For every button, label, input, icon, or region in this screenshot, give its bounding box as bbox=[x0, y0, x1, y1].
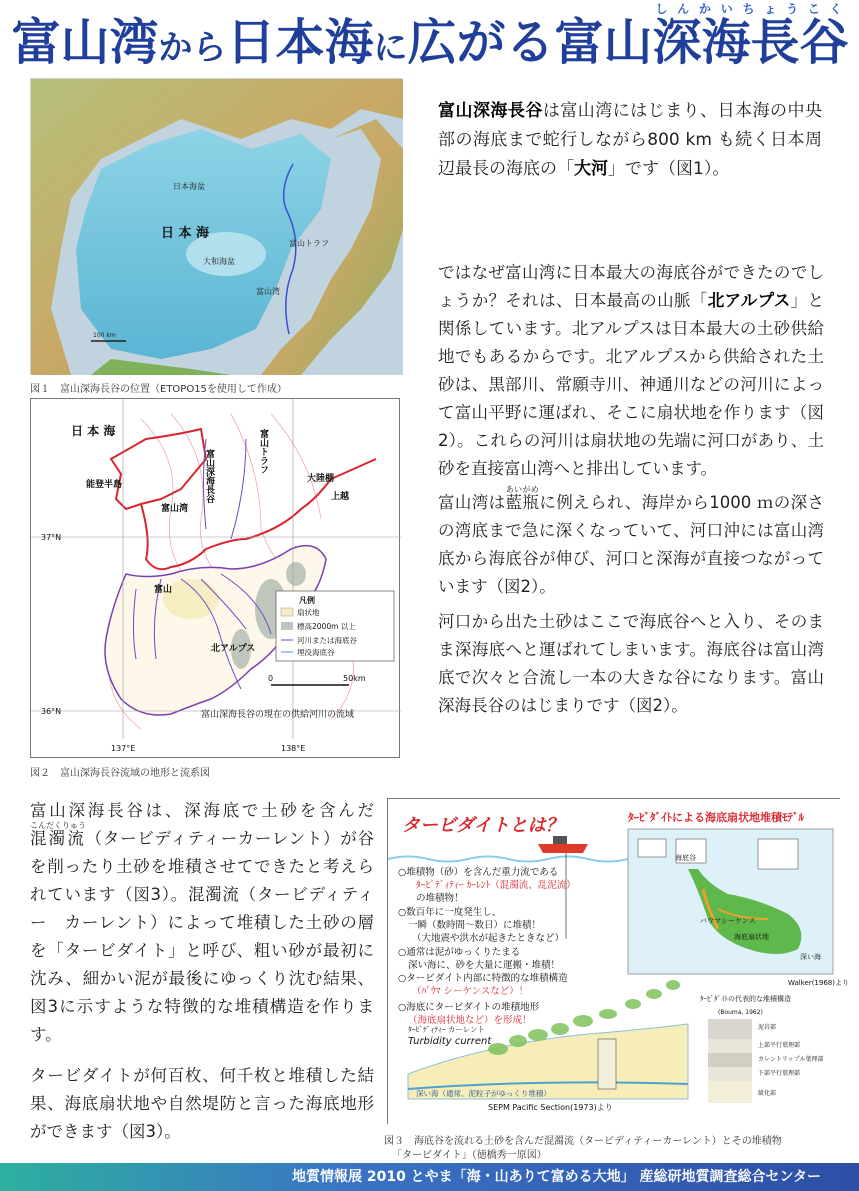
fig3-bullet-8: ○タービダイト内部に特徴的な堆積構造 bbox=[398, 973, 568, 984]
fig3-bouma-title: ﾀｰﾋﾞﾀﾞｲﾄの代表的な堆積構造 bbox=[700, 995, 791, 1003]
fig3-bouma-source: (Bouma, 1962) bbox=[718, 1009, 763, 1016]
para3-text-1: 富山湾は bbox=[438, 493, 506, 512]
figure-3-caption-1: 図３ 海底谷を流れる土砂を含んだ混濁流（タービディティーカーレント）とその堆積物 bbox=[384, 1136, 782, 1147]
fig2-label-sea: 日 本 海 bbox=[71, 424, 116, 438]
para5-ruby-text: こんだくりゅう bbox=[30, 821, 86, 830]
fig3-current-en: Turbidity current bbox=[408, 1036, 492, 1047]
fig3-fan-label-1: バウマシーケンス bbox=[700, 917, 756, 925]
title-ruby-text: しんかいちょうこく bbox=[652, 2, 849, 16]
figure-2-map bbox=[30, 398, 400, 758]
fig3-bullet-5: （大地震や洪水が起きたときなど） bbox=[412, 933, 565, 944]
fig2-scale-label: 50km bbox=[343, 674, 366, 683]
fig3-fan-label-0: 海底谷 bbox=[675, 854, 696, 862]
para1-bold-2: 大河 bbox=[574, 159, 608, 179]
fig2-legend-item-fan: 扇状地 bbox=[297, 608, 320, 617]
fig2-label-lon138: 138°E bbox=[281, 744, 306, 753]
fig3-bullet-1: ﾀｰﾋﾞﾃﾞｨﾃｨｰ ｶｰﾚﾝﾄ（混濁流、乱泥流） bbox=[416, 880, 576, 891]
para1-bold-1: 富山深海長谷 bbox=[438, 101, 543, 121]
title-part-1: 富山湾 bbox=[11, 14, 159, 71]
para2-bold-1: 北アルプス bbox=[707, 291, 791, 310]
fig1-scale-label: 100 km bbox=[93, 332, 116, 339]
para3-ruby-text: あいがめ bbox=[505, 485, 539, 494]
fig1-label-sea: 日 本 海 bbox=[161, 226, 210, 241]
paragraph-2 bbox=[438, 259, 824, 483]
fig3-bullet-0: ○堆積物（砂）を含んだ重力流である bbox=[398, 867, 559, 878]
footer-banner: 地質情報展 2010 とやま「海・山ありて富める大地」 産総研地質調査総合センター bbox=[0, 1163, 859, 1191]
title-part-3: 日本海 bbox=[226, 14, 374, 71]
fig2-label-bay: 富山湾 bbox=[161, 504, 189, 514]
paragraph-1 bbox=[438, 97, 822, 184]
fig3-bouma-layer-1: 上部平行葉理部 bbox=[758, 1042, 801, 1049]
fig3-source: SEPM Pacific Section(1973)より bbox=[488, 1103, 613, 1112]
para5-ruby bbox=[30, 821, 86, 848]
paragraph-3 bbox=[438, 485, 824, 601]
fig1-label-basin1: 日本海盆 bbox=[173, 182, 205, 191]
fig2-label-lat36: 36°N bbox=[41, 707, 62, 716]
paragraph-6: タービダイトが何百枚、何千枚と堆積した結果、海底扇状地や自然堤防と言った海底地形ができます（図3）。 bbox=[30, 1066, 374, 1141]
fig2-legend-title: 凡例 bbox=[299, 596, 315, 605]
title-part-7: 深海長谷 bbox=[652, 14, 849, 71]
figure-1-map bbox=[30, 78, 402, 374]
fig3-current-label: ﾀｰﾋﾞﾃﾞｨﾃｨｰ カーレント bbox=[408, 1025, 486, 1034]
para2-text-2: 」と関係しています。北アルプスは日本最大の土砂供給地でもあるからです。北アルプスから供給された土砂は、黒部川、常願寺川、神通川などの河川によって富山平野に運ばれ、そこに扇状地を作ります（図2）。これらの河川は扇状地の先端に河口があり、土砂を直接富山湾へと排出しています。 bbox=[438, 291, 825, 478]
para3-ruby bbox=[505, 485, 540, 512]
fig3-bullet-6: ○通常は泥がゆっくりたまる bbox=[398, 947, 521, 958]
title-ruby bbox=[652, 2, 849, 71]
page-title bbox=[10, 2, 850, 70]
fig2-label-noto: 能登半島 bbox=[86, 480, 123, 490]
fig1-label-trough: 富山トラフ bbox=[289, 239, 329, 248]
fig3-deep-sea: 深い海（通常、泥粒子がゆっくり堆積） bbox=[416, 1089, 551, 1098]
paragraph-4: 河口から出た土砂はここで海底谷へと入り、そのまま深海底へと運ばれてしまいます。海底谷は富山湾底で次々と合流し一本の大きな谷になります。富山深海長谷のはじまりです（図2）。 bbox=[438, 612, 824, 715]
fig2-scale-zero: 0 bbox=[268, 674, 274, 683]
fig2-legend-item-elevation: 標高2000m 以上 bbox=[297, 622, 356, 631]
para2-text-1: ではなぜ富山湾に日本最大の海底谷ができたのでしょうか？それは、日本最高の山脈「 bbox=[438, 263, 824, 310]
fig2-label-toyama: 富山 bbox=[154, 585, 173, 595]
fig3-bouma-layer-3: 下部平行葉理部 bbox=[758, 1070, 801, 1077]
fig2-label-lat37: 37°N bbox=[41, 533, 62, 542]
para5-text-1: 富山深海長谷は、深海底で土砂を含んだ bbox=[30, 801, 374, 820]
fig3-bullet-10: ○海底にタービダイトの堆積地形 bbox=[398, 1002, 540, 1013]
paragraph-5 bbox=[30, 797, 374, 1049]
fig2-legend-item-buried: 埋没海底谷 bbox=[297, 648, 335, 657]
fig3-right-heading: ﾀｰﾋﾞﾀﾞｲﾄによる海底扇状地堆積ﾓﾃﾞﾙ bbox=[628, 811, 804, 824]
fig3-bullet-4: 一瞬（数時間〜数日）に堆積！ bbox=[408, 920, 542, 931]
fig2-label-note: 富山深海長谷の現在の供給河川の流域 bbox=[201, 710, 355, 720]
fig2-label-channel: 富山深海長谷 bbox=[204, 449, 214, 503]
para3-ruby-base: 藍瓶 bbox=[505, 493, 540, 512]
fig2-legend-item-river: 河川または海底谷 bbox=[297, 636, 357, 645]
para5-ruby-base: 混濁流 bbox=[30, 829, 86, 848]
fig3-bouma-layer-0: 泥岩部 bbox=[758, 1024, 777, 1031]
fig3-bullet-9: （ﾊﾞｳﾏ シーケンスなど）！ bbox=[412, 986, 529, 997]
title-part-5: 広がる bbox=[407, 14, 555, 71]
fig3-fan-label-3: 深い海 bbox=[800, 953, 821, 961]
para1-text-2: 」です（図1）。 bbox=[608, 159, 730, 179]
fig1-label-bay: 富山湾 bbox=[256, 287, 280, 296]
fig3-fan-label-2: 海底扇状地 bbox=[734, 933, 769, 941]
figure-3-turbidite bbox=[387, 798, 849, 1124]
fig3-heading: タービダイトとは？ bbox=[402, 815, 564, 836]
fig2-label-lon137: 137°E bbox=[111, 744, 136, 753]
fig2-label-joetsu: 上越 bbox=[331, 492, 350, 502]
fig2-label-shelf: 大陸棚 bbox=[307, 474, 335, 484]
fig3-bullet-7: 深い海に、砂を大量に運搬・堆積！ bbox=[408, 960, 561, 971]
fig3-bullet-3: ○数百年に一度発生し、 bbox=[398, 907, 502, 918]
fig2-label-trough: 富山トラフ bbox=[258, 429, 268, 474]
para5-text-2: （タービディティーカーレント）が谷を削ったり土砂を堆積させてできたと考えられています（図3）。混濁流（タービディティー カーレント）によって堆積した土砂の層を「タービダイト」と呼び、粗い砂が最初に沈み、細かい泥が最後にゆっくり沈む結果、図3に示すような特徴的な堆積構造を作ります。 bbox=[30, 829, 374, 1044]
figure-2-caption: 図２ 富山深海長谷流域の地形と流系図 bbox=[30, 768, 210, 779]
title-part-2: から bbox=[158, 28, 227, 68]
fig3-bouma-layer-4: 級化部 bbox=[758, 1090, 777, 1097]
para3-text-2: に例えられ、海岸から1000 ｍの深さの湾底まで急に深くなっていて、河口沖には富山湾底から海底谷が伸び、河口と深海が直接つながっています（図2）。 bbox=[438, 493, 825, 596]
figure-3-caption-2: 「タービダイト」（徳橋秀一原図） bbox=[392, 1150, 547, 1161]
fig3-walker-source: Walker(1968)より bbox=[788, 979, 849, 987]
fig3-bullet-2: の堆積物！ bbox=[416, 893, 464, 904]
title-part-4: に bbox=[373, 28, 408, 68]
fig3-bullet-11: （海底扇状地など）を形成！ bbox=[408, 1015, 532, 1026]
title-part-6: 富山 bbox=[554, 14, 653, 71]
fig1-label-basin2: 大和海盆 bbox=[203, 257, 235, 266]
para1-text-1: は富山湾にはじまり、日本海の中央部の海底まで蛇行しながら800 km も続く日本周辺最長の海底の「 bbox=[438, 101, 823, 179]
fig3-bouma-layer-2: カレントリップル葉理部 bbox=[758, 1056, 824, 1063]
figure-1-caption: 図１ 富山深海長谷の位置（ETOPO15を使用して作成） bbox=[30, 384, 287, 395]
fig2-label-kitaalps: 北アルプス bbox=[211, 644, 256, 654]
